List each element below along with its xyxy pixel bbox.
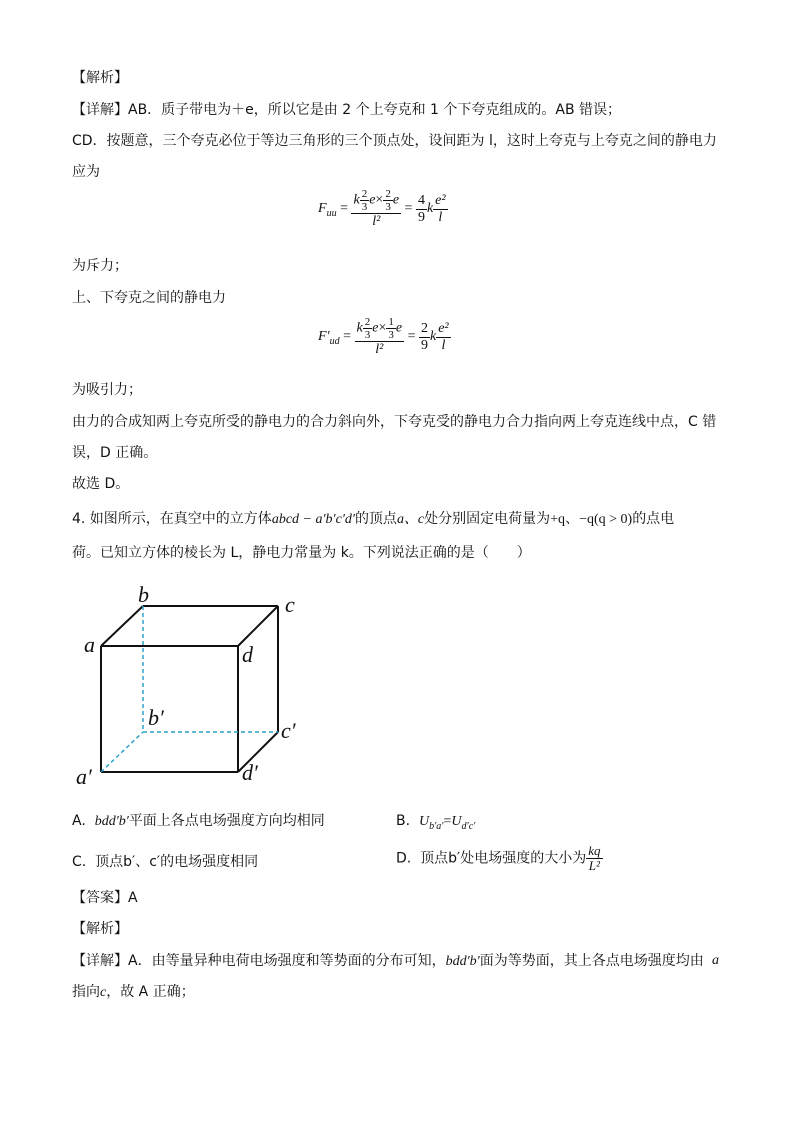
option-d[interactable] — [396, 844, 603, 873]
eq2-e1: e — [372, 320, 379, 336]
choose-line: 故选 D。 — [72, 476, 130, 492]
eq2-r-den: 9 — [421, 337, 428, 353]
option-b-equals: = — [443, 814, 452, 829]
cube-label-a: a — [84, 632, 95, 657]
q4-detail2-a: 指向 — [72, 984, 100, 1000]
option-b-u1-sub: b′a′ — [429, 820, 444, 832]
option-d-text: 顶点b′处电场强度的大小为 — [420, 850, 587, 867]
eq2-b-num: 1 — [388, 316, 394, 328]
option-a-letter: A. — [72, 813, 86, 829]
cube-label-c-prime: c′ — [281, 718, 296, 743]
eq1-r-den: 9 — [417, 209, 425, 225]
cube-label-d: d — [242, 642, 253, 667]
eq2-main-fraction — [355, 316, 405, 358]
repel-line: 为斥力； — [72, 258, 128, 274]
attract-line: 为吸引力； — [72, 382, 142, 398]
option-d-den: L² — [586, 858, 602, 873]
eq1-den: l² — [351, 213, 401, 230]
q4-stem-a: 4. 如图所示，在真空中的立方体 — [72, 511, 272, 527]
q4-stem-d: 的点电 — [632, 511, 675, 527]
eq1-e1: e — [369, 192, 376, 208]
detail-line-ab — [72, 100, 621, 120]
option-a-plane: bdd′b′ — [94, 814, 129, 829]
detail-ab-text: AB．质子带电为＋e，所以它是由 2 个上夸克和 1 个下夸克组成的。AB 错误； — [128, 102, 622, 118]
eq2-lhs-sub: ud — [329, 336, 340, 348]
q4-detail-point-a: a — [712, 953, 719, 968]
option-d-letter: D. — [396, 850, 412, 867]
option-a[interactable] — [72, 811, 325, 832]
option-b-u2: U — [451, 814, 462, 829]
cube-label-a-prime: a′ — [76, 764, 92, 789]
resultant-line-1: 由力的合成知两上夸克所受的静电力的合力斜向外，下夸克受的静电力合力指向两上夸克连线中点，C 错 — [72, 414, 717, 430]
eq1-times: × — [375, 192, 384, 208]
q4-charge-minus: −q(q > 0) — [579, 512, 633, 527]
q4-detail-tag: 【详解】 — [72, 953, 128, 969]
q4-detail-a: A．由等量异种电荷电场强度和等势面的分布可知， — [128, 953, 446, 969]
eq2-r-k: k — [430, 329, 437, 345]
cube-label-b: b — [138, 582, 149, 607]
eq1-r-k: k — [426, 201, 434, 217]
resultant-line-2: 误，D 正确。 — [72, 445, 158, 461]
q4-detail-plane: bdd′b′ — [445, 954, 480, 969]
cube-figure — [70, 580, 330, 795]
q4-detail-line-1 — [72, 951, 704, 972]
q4-charge-plus: +q — [550, 512, 566, 527]
eq1-equals: = — [340, 201, 348, 217]
eq1-equals-2: = — [404, 201, 413, 217]
eq2-equals-2: = — [407, 329, 416, 345]
analysis-heading-1: 【解析】 — [72, 70, 128, 86]
option-d-fraction — [586, 844, 602, 873]
answer-line — [72, 888, 138, 908]
eq1-b-num: 2 — [385, 188, 391, 200]
option-b-u1: U — [418, 814, 430, 829]
option-c-text: 顶点b′、c′的电场强度相同 — [95, 854, 259, 870]
option-b-u2-sub: d′c′ — [461, 820, 476, 832]
eq2-e2: e — [395, 320, 403, 336]
equation-f-ud — [318, 316, 451, 358]
equation-f-uu — [318, 188, 448, 230]
eq1-a-num: 2 — [361, 188, 368, 200]
cube-label-b-prime: b′ — [148, 705, 164, 730]
eq2-a-num: 2 — [364, 316, 371, 328]
eq1-e2: e — [392, 192, 400, 208]
detail-line-cd-1: CD．按题意，三个夸克必位于等边三角形的三个顶点处，设间距为 l，这时上夸克与上夸克之间的静电力 — [72, 133, 717, 149]
eq1-r-top: e² — [435, 192, 446, 208]
eq1-lhs-sub: uu — [326, 208, 337, 220]
q4-detail-b: 面为等势面，其上各点电场强度均由 — [479, 953, 704, 969]
q4-analysis-heading: 【解析】 — [72, 921, 128, 937]
eq2-den: l² — [355, 341, 405, 358]
detail-line-cd-2: 应为 — [72, 164, 100, 180]
eq1-k: k — [353, 192, 360, 208]
q4-vertices-ac: a、c — [396, 512, 425, 527]
eq2-k: k — [356, 320, 363, 336]
eq1-r-bot: l — [433, 209, 447, 226]
q4-stem-b: 的顶点 — [354, 511, 397, 527]
q4-stem-c: 处分别固定电荷量为 — [424, 511, 551, 527]
eq2-times: × — [378, 320, 387, 336]
q4-sep: 、 — [565, 511, 580, 527]
q4-stem-line-2: 荷。已知立方体的棱长为 L，静电力常量为 k。下列说法正确的是（ ） — [72, 545, 531, 561]
q4-detail2-c: c — [100, 985, 107, 1000]
eq1-main-fraction — [351, 188, 401, 230]
eq2-lhs: F′ — [318, 329, 330, 345]
cube-label-d-prime: d′ — [242, 760, 258, 785]
q4-cube-name: abcd − a′b′c′d′ — [271, 512, 355, 527]
detail-tag: 【详解】 — [72, 102, 128, 118]
eq2-a-den: 3 — [364, 329, 371, 341]
eq2-r-num: 2 — [421, 320, 428, 336]
q4-detail2-b: ，故 A 正确； — [106, 984, 195, 1000]
eq2-equals: = — [343, 329, 352, 345]
cube-label-c: c — [285, 592, 295, 617]
answer-value: A — [128, 890, 138, 906]
up-down-line: 上、下夸克之间的静电力 — [72, 290, 226, 306]
eq1-a-den: 3 — [361, 201, 368, 213]
eq2-r-top: e² — [438, 320, 449, 336]
q4-stem-line-1 — [72, 509, 674, 530]
option-d-num: kq — [588, 843, 601, 858]
q4-detail-line-2 — [72, 982, 195, 1003]
option-b-letter: B. — [396, 813, 411, 829]
eq1-r-num: 4 — [417, 192, 425, 208]
option-a-text: 平面上各点电场强度方向均相同 — [128, 813, 325, 829]
option-b[interactable] — [396, 811, 475, 837]
answer-tag: 【答案】 — [72, 890, 128, 906]
eq1-lhs: F — [318, 201, 327, 217]
option-c-letter: C. — [72, 854, 87, 870]
option-c[interactable] — [72, 852, 258, 872]
eq1-b-den: 3 — [385, 201, 391, 213]
eq2-r-bot: l — [436, 337, 450, 354]
eq2-b-den: 3 — [388, 329, 394, 341]
